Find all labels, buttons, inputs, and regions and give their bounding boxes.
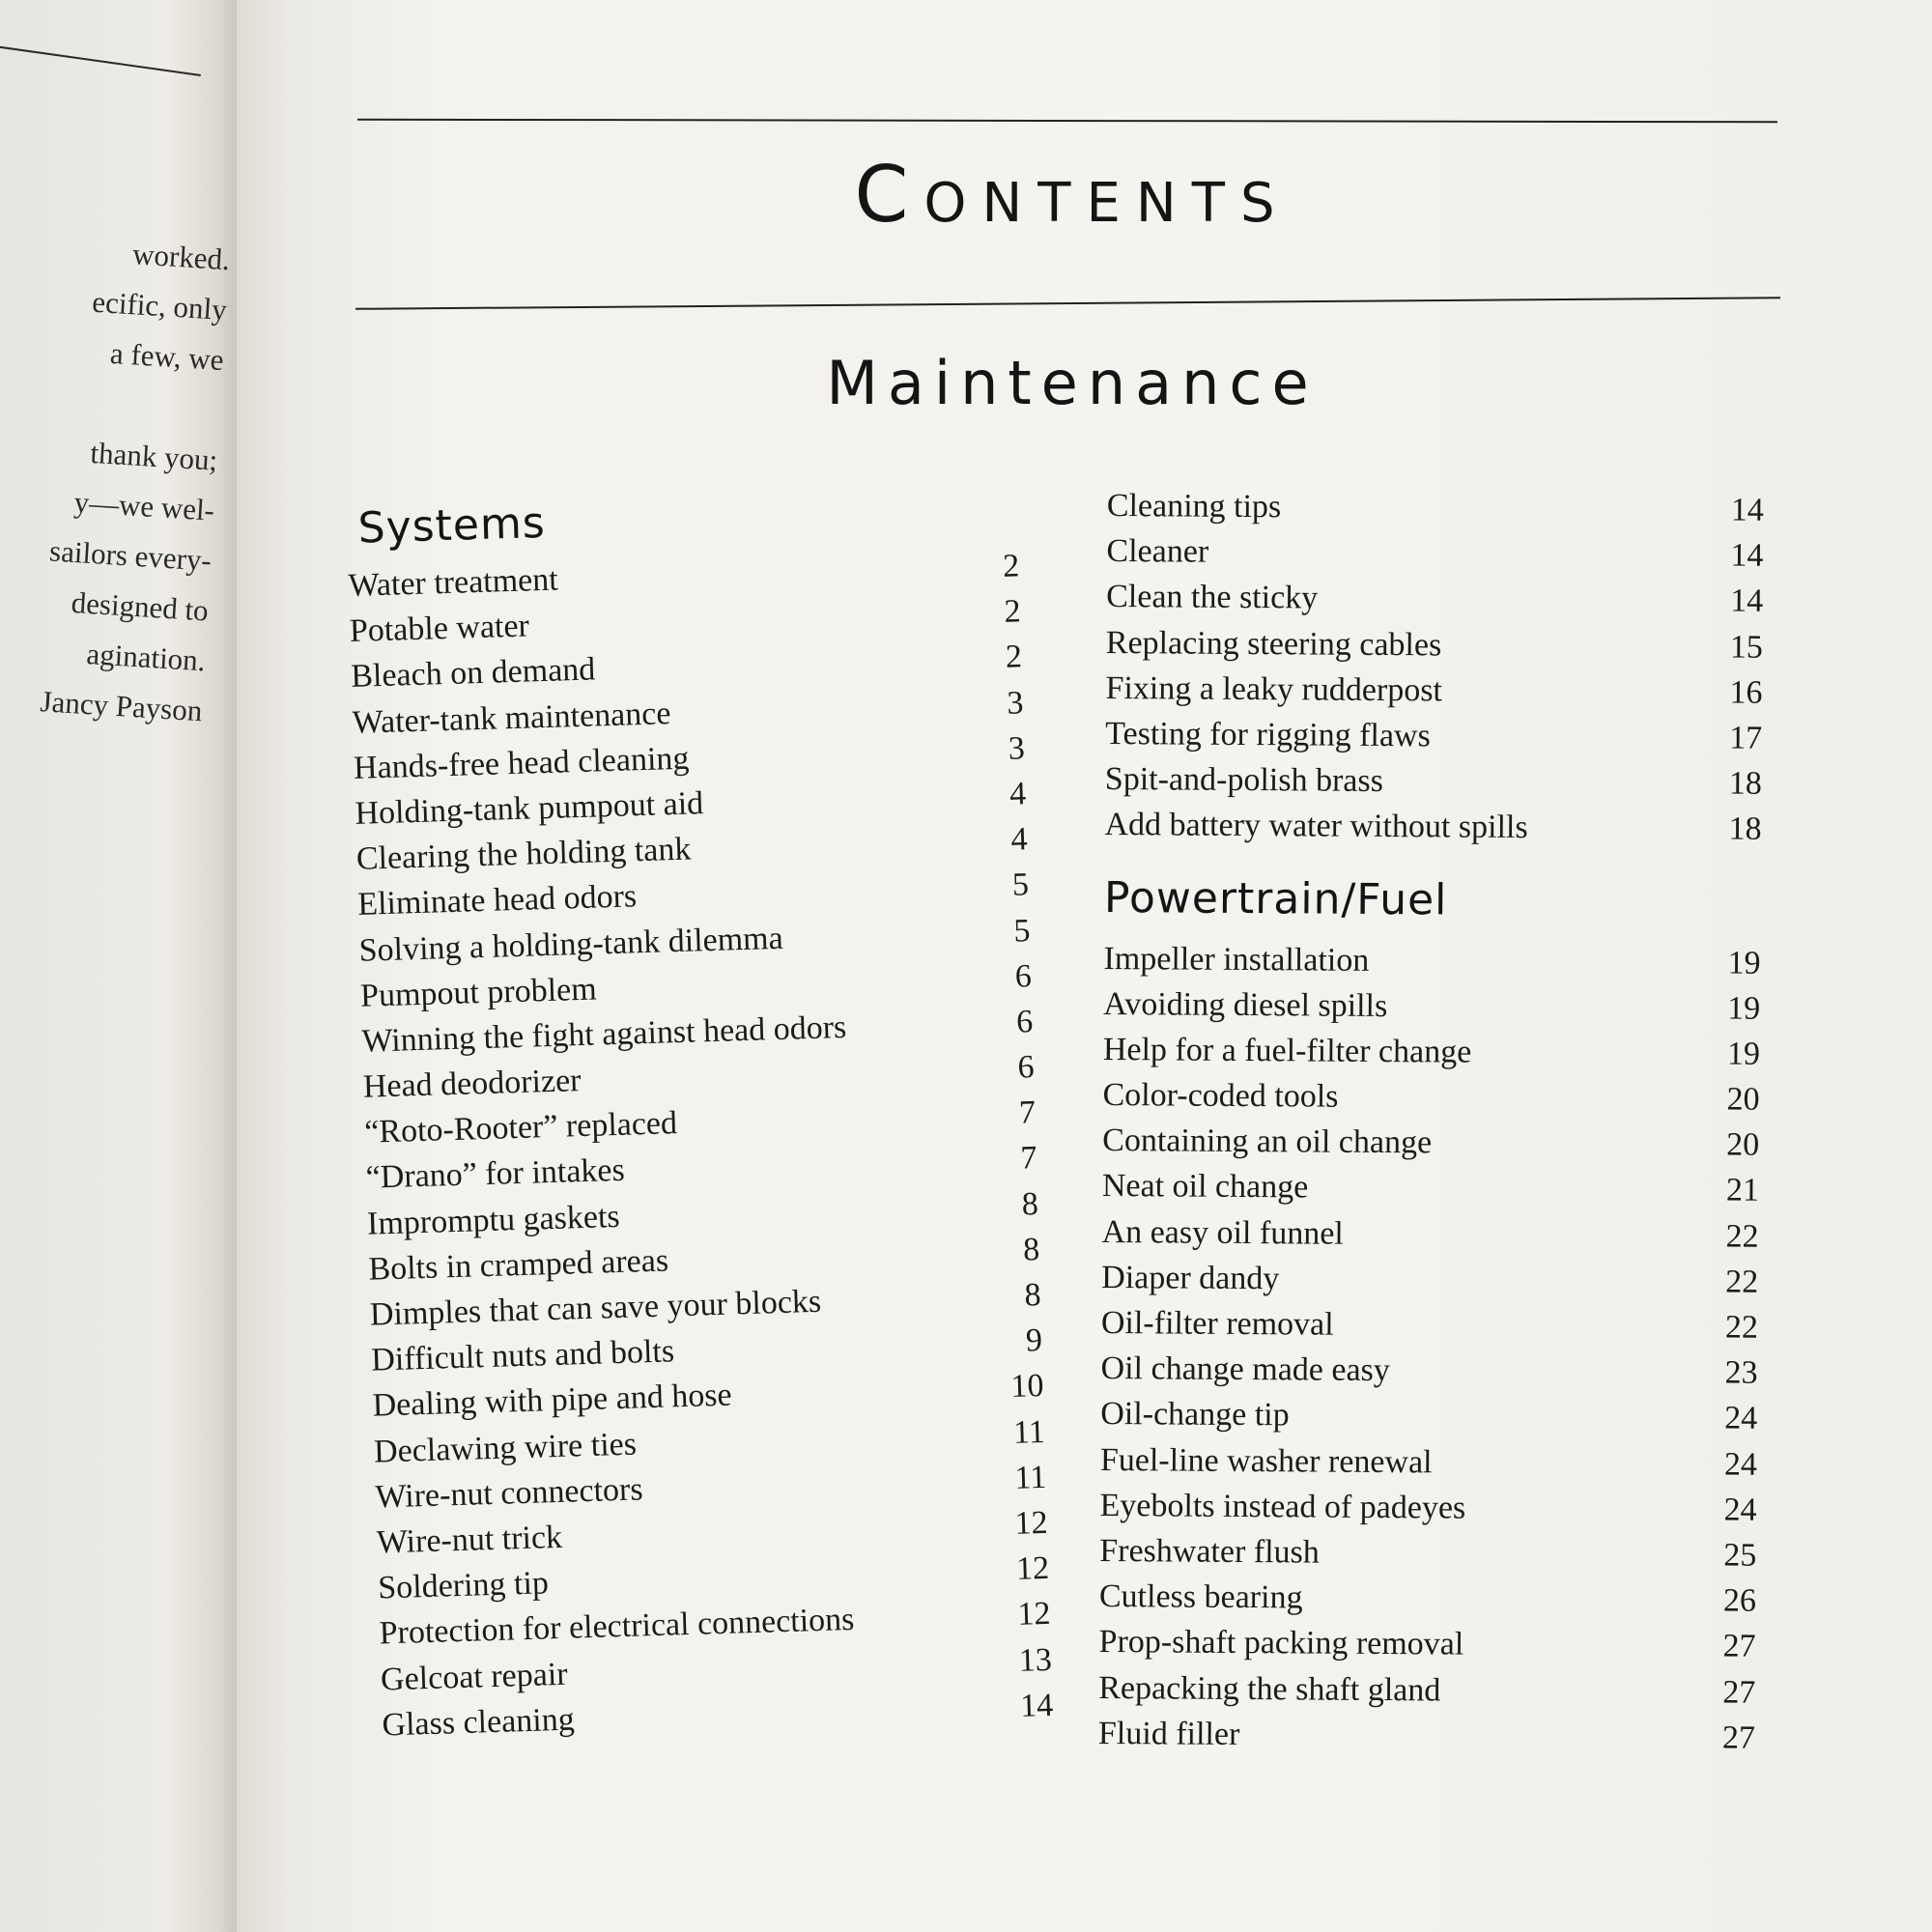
toc-entry-title: Gelcoat repair (380, 1656, 569, 1697)
toc-entry (1105, 756, 1762, 807)
toc-entry-title: Solving a holding-tank dilemma (358, 920, 784, 969)
left-page-line: sailors every- (48, 533, 213, 578)
toc-entry-title: Head deodorizer (362, 1063, 582, 1105)
toc-entry-title: Bolts in cramped areas (367, 1242, 669, 1288)
toc-entry (1105, 711, 1762, 761)
toc-entry-title: Containing an oil change (1102, 1122, 1433, 1161)
toc-entry-page-number: 27 (1722, 1673, 1756, 1711)
toc-entry-title: Oil-change tip (1100, 1396, 1290, 1434)
toc-entry (1101, 1209, 1758, 1260)
toc-entry-title: Protection for electrical connections (379, 1602, 855, 1652)
toc-entry-page-number: 8 (1024, 1277, 1042, 1314)
toc-entry-page-number: 14 (1019, 1687, 1054, 1724)
toc-entry-page-number: 6 (1017, 1049, 1036, 1086)
toc-entry (1101, 1300, 1758, 1350)
toc-entry-title: Diaper dandy (1101, 1259, 1280, 1297)
toc-entry (1106, 528, 1763, 579)
toc-entry-title: Neat oil change (1101, 1168, 1309, 1206)
left-page-line: Jancy Payson (39, 684, 204, 728)
toc-entry-page-number: 2 (1005, 639, 1023, 676)
toc-entry-page-number: 12 (1016, 1596, 1051, 1634)
toc-entry-title: Clean the sticky (1106, 579, 1319, 616)
toc-entry-title: Spit-and-polish brass (1104, 761, 1384, 800)
toc-entry (1099, 1574, 1756, 1624)
toc-entry (1101, 1255, 1758, 1305)
toc-entry-title: Water-tank maintenance (352, 695, 671, 741)
toc-entry (1100, 1391, 1757, 1441)
toc-entry-page-number: 21 (1725, 1172, 1760, 1209)
toc-entry-title: Fuel-line washer renewal (1099, 1441, 1433, 1480)
toc-entry-title: Replacing steering cables (1105, 624, 1442, 663)
toc-entry-page-number: 3 (1006, 684, 1024, 722)
toc-entry-title: Bleach on demand (350, 651, 596, 696)
toc-entry-title: Water treatment (347, 561, 559, 604)
left-page-line: y—we wel- (72, 484, 216, 527)
toc-entry-page-number: 26 (1722, 1582, 1757, 1619)
toc-entry-page-number: 10 (1009, 1368, 1044, 1406)
toc-entry-page-number: 6 (1015, 1004, 1034, 1040)
toc-list-systems (348, 543, 1054, 1747)
toc-entry (1102, 1163, 1759, 1213)
toc-entry (1104, 802, 1761, 852)
left-page-line: ecific, only (91, 284, 228, 327)
toc-entry-title: Pumpout problem (359, 971, 598, 1014)
toc-entry (1103, 935, 1760, 985)
toc-entry-page-number: 27 (1721, 1719, 1756, 1756)
toc-entry-page-number: 24 (1723, 1446, 1758, 1483)
toc-entry-page-number: 19 (1727, 944, 1761, 981)
toc-entry-page-number: 15 (1729, 629, 1763, 666)
toc-entry-page-number: 16 (1729, 674, 1763, 711)
toc-entry-page-number: 8 (1022, 1231, 1040, 1268)
toc-entry-page-number: 2 (1004, 593, 1022, 631)
toc-entry-title: Cutless bearing (1098, 1578, 1303, 1616)
toc-entry-page-number: 8 (1021, 1185, 1039, 1223)
toc-entry-page-number: 13 (1018, 1641, 1053, 1679)
toc-entry-page-number: 25 (1723, 1537, 1757, 1574)
toc-entry-title: Repacking the shaft gland (1098, 1669, 1441, 1708)
toc-entry-page-number: 18 (1728, 810, 1762, 848)
section-title: Maintenance (826, 348, 1319, 418)
toc-entry-title: Freshwater flush (1099, 1532, 1320, 1571)
toc-entry-page-number: 14 (1730, 582, 1764, 620)
toc-entry-title: Fixing a leaky rudderpost (1105, 669, 1443, 709)
left-page-line: agination. (85, 637, 207, 678)
toc-entry-page-number: 27 (1722, 1628, 1756, 1665)
toc-entry-title: An easy oil funnel (1101, 1213, 1344, 1252)
toc-entry-page-number: 24 (1724, 1400, 1758, 1437)
toc-entry-title: Color-coded tools (1102, 1077, 1339, 1115)
toc-entry-title: Glass cleaning (381, 1701, 576, 1744)
toc-list-systems-continued (1104, 483, 1764, 852)
toc-entry (1106, 574, 1763, 624)
left-page-line: a few, we (109, 335, 225, 378)
toc-entry-page-number: 5 (1011, 867, 1030, 904)
left-page-line: designed to (70, 584, 210, 628)
toc-entry-title: Winning the fight against head odors (360, 1009, 847, 1060)
toc-column-right (1098, 483, 1764, 1761)
toc-entry-page-number: 19 (1726, 1036, 1761, 1072)
toc-entry (1098, 1711, 1755, 1761)
toc-entry-page-number: 14 (1730, 537, 1764, 574)
toc-column-left (346, 484, 1054, 1747)
toc-entry-title: Declawing wire ties (373, 1426, 638, 1470)
toc-entry-page-number: 20 (1726, 1126, 1760, 1163)
toc-entry (1103, 981, 1760, 1032)
left-page-rule (0, 43, 201, 76)
toc-entry-page-number: 20 (1726, 1081, 1760, 1118)
toc-entry-page-number: 6 (1014, 957, 1033, 995)
toc-entry (1102, 1072, 1759, 1122)
toc-entry-title: Fluid filler (1097, 1715, 1240, 1752)
toc-entry (1099, 1483, 1756, 1533)
toc-entry-title: Eliminate head odors (356, 878, 638, 923)
toc-entry-title: “Drano” for intakes (365, 1152, 626, 1197)
toc-entry-page-number: 22 (1725, 1264, 1759, 1300)
toc-entry (1102, 1118, 1759, 1168)
toc-entry-title: Impeller installation (1103, 940, 1370, 979)
toc-entry-page-number: 24 (1723, 1492, 1757, 1528)
toc-entry-page-number: 7 (1018, 1094, 1037, 1131)
toc-entry-page-number: 2 (1002, 548, 1020, 584)
toc-entry-page-number: 11 (1012, 1413, 1046, 1451)
toc-entry-title: “Roto-Rooter” replaced (363, 1105, 678, 1151)
toc-entry-page-number: 18 (1728, 765, 1762, 802)
left-facing-page (0, 0, 237, 1932)
toc-entry-page-number: 12 (1015, 1550, 1050, 1588)
toc-entry-page-number: 22 (1725, 1218, 1759, 1255)
toc-entry-title: Potable water (349, 608, 530, 650)
toc-entry-title: Eyebolts instead of padeyes (1099, 1487, 1466, 1526)
toc-entry-title: Oil-filter removal (1100, 1304, 1334, 1343)
toc-entry-title: Help for a fuel-filter change (1102, 1031, 1472, 1070)
toc-entry-title: Dimples that can save your blocks (369, 1283, 822, 1333)
toc-entry-title: Dealing with pipe and hose (372, 1377, 733, 1424)
toc-entry (1100, 1437, 1757, 1488)
toc-entry-page-number: 9 (1025, 1322, 1043, 1359)
toc-entry-page-number: 4 (1010, 821, 1029, 858)
toc-entry-page-number: 17 (1729, 720, 1763, 756)
toc-entry (1105, 666, 1762, 716)
toc-list-powertrain (1098, 935, 1761, 1760)
toc-entry-page-number: 3 (1008, 730, 1026, 767)
toc-entry-page-number: 5 (1012, 912, 1031, 950)
toc-entry-page-number: 14 (1730, 492, 1764, 528)
toc-entry-title: Avoiding diesel spills (1103, 985, 1388, 1024)
toc-entry-page-number: 7 (1019, 1140, 1037, 1178)
toc-entry (1106, 620, 1763, 670)
toc-entry-page-number: 23 (1724, 1354, 1758, 1391)
subsection-title-systems: Systems (356, 497, 547, 554)
toc-entry-title: Testing for rigging flaws (1105, 715, 1431, 754)
toc-entry-title: Cleaning tips (1106, 487, 1282, 526)
toc-entry-title: Add battery water without spills (1104, 807, 1528, 846)
subsection-title-powertrain: Powertrain/Fuel (1103, 872, 1448, 924)
toc-entry (1098, 1619, 1755, 1669)
toc-entry (1098, 1664, 1755, 1715)
toc-entry-title: Clearing the holding tank (355, 831, 692, 877)
toc-entry (1100, 1346, 1757, 1396)
toc-entry-title: Cleaner (1106, 533, 1209, 570)
toc-entry-page-number: 12 (1014, 1504, 1049, 1542)
toc-entry-page-number: 22 (1724, 1309, 1759, 1346)
left-page-text (0, 217, 231, 736)
toc-entry (1099, 1528, 1756, 1578)
toc-entry-title: Difficult nuts and bolts (370, 1333, 675, 1378)
toc-entry-title: Wire-nut trick (376, 1519, 563, 1561)
toc-entry (1107, 483, 1764, 533)
toc-entry-page-number: 4 (1009, 776, 1027, 812)
left-page-line: worked. (131, 237, 231, 277)
toc-entry-title: Wire-nut connectors (374, 1471, 644, 1516)
toc-entry-title: Oil change made easy (1100, 1350, 1390, 1389)
toc-entry-title: Hands-free head cleaning (353, 740, 690, 786)
toc-entry-page-number: 11 (1013, 1459, 1047, 1496)
toc-entry (1103, 1027, 1760, 1077)
left-page-line: thank you; (89, 435, 219, 477)
toc-entry-title: Prop-shaft packing removal (1098, 1624, 1464, 1662)
toc-entry-title: Impromptu gaskets (366, 1198, 621, 1242)
toc-entry-page-number: 19 (1727, 990, 1761, 1027)
toc-entry-title: Holding-tank pumpout aid (354, 785, 704, 832)
page-title: Contents (854, 150, 1291, 240)
toc-entry-title: Soldering tip (377, 1565, 550, 1606)
